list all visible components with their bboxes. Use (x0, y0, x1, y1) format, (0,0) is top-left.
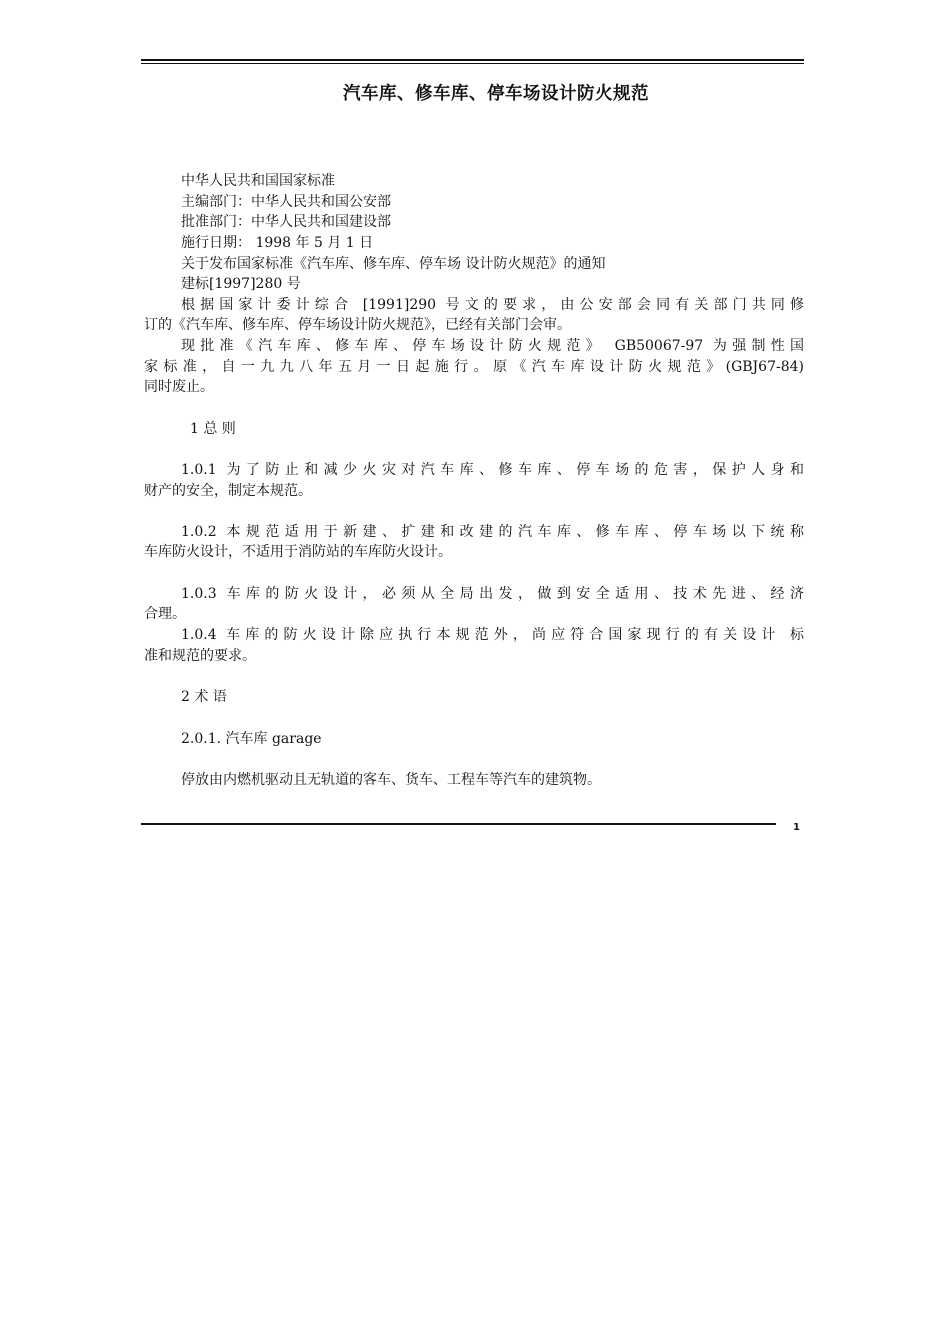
paragraph-1-line-1: 根据国家计委计综合 [1991]290 号文的要求，由公安部会同有关部门共同修 (181, 297, 804, 313)
footer-rule (141, 823, 776, 825)
paragraph-2-line-3: 同时废止。 (144, 379, 214, 395)
effective-date: 施行日期： 1998 年 5 月 1 日 (181, 235, 374, 251)
paragraph-2-line-1: 现批准《汽车库、修车库、停车场设计防火规范》 GB50067-97 为强制性国 (181, 338, 804, 354)
clause-1-0-1-line-1: 1.0.1 为了防止和减少火灾对汽车库、修车库、停车场的危害，保护人身和 (181, 462, 804, 478)
editor-department: 主编部门：中华人民共和国公安部 (181, 194, 391, 210)
term-2-0-1: 2.0.1. 汽车库 garage (181, 731, 322, 747)
section-2-heading: 2 术 语 (181, 689, 227, 705)
paragraph-1-line-2: 订的《汽车库、修车库、停车场设计防火规范》，已经有关部门会审。 (144, 317, 571, 333)
paragraph-2-line-2: 家标准，自一九九八年五月一日起施行。原《汽车库设计防火规范》(GBJ67-84) (144, 359, 804, 375)
clause-1-0-4-line-2: 准和规范的要求。 (144, 648, 256, 664)
header-rule (141, 59, 804, 64)
clause-1-0-2-line-1: 1.0.2 本规范适用于新建、扩建和改建的汽车库、修车库、停车场以下统称 (181, 524, 804, 540)
page-number: 1 (793, 822, 800, 833)
term-2-0-1-definition: 停放由内燃机驱动且无轨道的客车、货车、工程车等汽车的建筑物。 (181, 772, 601, 788)
notice-title: 关于发布国家标准《汽车库、修车库、停车场 设计防火规范》的通知 (181, 256, 606, 272)
section-1-heading: 1 总 则 (190, 421, 236, 437)
document-number: 建标[1997]280 号 (181, 276, 301, 292)
document-title: 汽车库、修车库、停车场设计防火规范 (343, 84, 649, 104)
clause-1-0-1-line-2: 财产的安全，制定本规范。 (144, 483, 312, 499)
clause-1-0-2-line-2: 车库防火设计，不适用于消防站的车库防火设计。 (144, 544, 452, 560)
clause-1-0-3-line-1: 1.0.3 车库的防火设计，必须从全局出发，做到安全适用、技术先进、经济 (181, 586, 804, 602)
standard-label: 中华人民共和国国家标准 (181, 173, 335, 189)
clause-1-0-4-line-1: 1.0.4 车库的防火设计除应执行本规范外，尚应符合国家现行的有关设计 标 (181, 627, 804, 643)
clause-1-0-3-line-2: 合理。 (144, 606, 186, 622)
approver-department: 批准部门：中华人民共和国建设部 (181, 214, 391, 230)
